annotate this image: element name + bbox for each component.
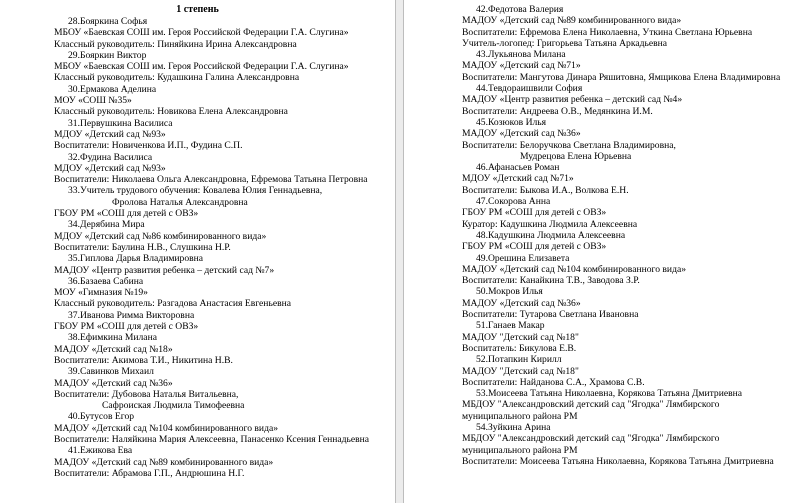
entry-organization-line: МОУ «Гимназия №19»	[54, 287, 148, 299]
entry-organization-line: МБДОУ "Александровский детский сад "Ягодка" Лямбирского	[462, 433, 720, 445]
entry-staff-line: Классный руководитель: Новикова Елена Александровна	[54, 106, 288, 118]
entry-staff-line: Воспитатели: Тутарова Светлана Ивановна	[462, 309, 639, 321]
entry-organization-line: ГБОУ РМ «СОШ для детей с ОВЗ»	[54, 208, 199, 220]
entry-name-line: 39.Савинков Михаил	[68, 366, 154, 378]
entry-staff-line: Воспитатели: Мангутова Динара Ряшитовна, Ямщикова Елена Владимировна	[462, 71, 781, 83]
document-page-left	[0, 0, 395, 503]
entry-organization-line: МАДОУ «Детский сад №36»	[462, 128, 581, 140]
entry-organization-line: ГБОУ РМ «СОШ для детей с ОВЗ»	[462, 241, 607, 253]
entry-staff-line: Воспитатели: Николаева Ольга Александровна, Ефремова Татьяна Петровна	[54, 174, 368, 186]
entry-name-line: 45.Козюков Илья	[476, 116, 547, 128]
entry-name-line: 35.Гиплова Дарья Владимировна	[68, 253, 204, 265]
entry-name-line: 48.Кадушкина Людмила Алексеевна	[476, 229, 626, 241]
entry-staff-line: Воспитатели: Андреева О.В., Медянкина И.М.	[462, 105, 653, 117]
entry-staff-line: Воспитатели: Баулина Н.В., Слушкина Н.Р.	[54, 241, 231, 253]
entry-name-line: 46.Афанасьев Роман	[476, 162, 560, 174]
entry-organization-line: МАДОУ «Детский сад №18»	[54, 343, 173, 355]
entry-name-line: 29.Бояркин Виктор	[68, 49, 147, 61]
entry-organization-line: МАДОУ «Детский сад №104 комбинированного вида»	[462, 263, 687, 275]
entry-organization-line: МАДОУ «Детский сад №36»	[462, 297, 581, 309]
entry-organization-line: МАДОУ "Детский сад №18"	[462, 331, 579, 343]
entry-staff-line: Воспитатели: Быкова И.А., Волкова Е.Н.	[462, 184, 629, 196]
entry-organization-line: МДОУ «Детский сад №86 комбинированного вида»	[54, 230, 267, 242]
entry-organization-line: МАДОУ «Центр развития ребенка – детский сад №4»	[462, 94, 683, 106]
entry-staff-line: Воспитатели: Белоручкова Светлана Владимировна,	[462, 139, 676, 151]
entry-staff-line: Классный руководитель: Разгадова Анастасия Евгеньевна	[54, 298, 291, 310]
entry-staff-line: Воспитатели: Абрамова Г.П., Андрюшина Н.Г.	[54, 467, 245, 479]
entry-staff-line: Воспитатели: Канайкина Т.В., Заводова З.Р.	[462, 275, 640, 287]
entry-staff-line: Классный руководитель: Пиняйкина Ирина Александровна	[54, 38, 297, 50]
document-page-right	[404, 0, 800, 503]
entry-name-line: 32.Фудина Василиса	[68, 151, 153, 163]
entry-organization-line: муниципального района РМ	[462, 410, 578, 422]
entry-name-line: 53.Моисеева Татьяна Николаевна, Корякова Татьяна Дмитриевна	[476, 388, 743, 400]
entry-staff-line: Воспитатели: Наляйкина Мария Алексеевна, Панасенко Ксения Геннадьевна	[54, 433, 370, 445]
entry-organization-line: МОУ «СОШ №35»	[54, 95, 132, 107]
entry-name-line: 30.Ермакова Аделина	[68, 83, 157, 95]
entry-name-line: 44.Тевдораишвили София	[476, 83, 583, 95]
entry-name-line: 54.Зуйкина Арина	[476, 421, 551, 433]
entry-organization-line: МДОУ «Детский сад №93»	[54, 162, 166, 174]
entry-name-line: 34.Дерябина Мира	[68, 219, 145, 231]
entry-name-line: 43.Лукьянова Милана	[476, 49, 566, 61]
entry-organization-line: ГБОУ РМ «СОШ для детей с ОВЗ»	[462, 207, 607, 219]
entry-staff-line: Куратор: Кадушкина Людмила Алексеевна	[462, 218, 638, 230]
entry-organization-line: МДОУ «Детский сад №93»	[54, 128, 166, 140]
entry-organization-line: МБОУ «Баевская СОШ им. Героя Российской Федерации Г.А. Слугина»	[54, 27, 349, 39]
entry-name-line: 36.Базаева Сабина	[68, 275, 144, 287]
left-entry-list	[54, 16, 393, 479]
entry-name-line: 51.Ганаев Макар	[476, 320, 545, 332]
entry-organization-line: муниципального района РМ	[462, 444, 578, 456]
entry-staff-line: Воспитатели: Акимова Т.И., Никитина Н.В.	[54, 354, 233, 366]
entry-organization-line: МАДОУ «Детский сад №89 комбинированного вида»	[54, 456, 274, 468]
entry-organization-line: МБДОУ "Александровский детский сад "Ягодка" Лямбирского	[462, 399, 720, 411]
entry-staff-continuation-line: Фролова Наталья Александровна	[112, 196, 248, 208]
right-entry-list	[462, 4, 798, 467]
entry-staff-continuation-line: Мудрецова Елена Юрьевна	[520, 150, 632, 162]
entry-organization-line: МАДОУ «Детский сад №36»	[54, 377, 173, 389]
entry-organization-line: МАДОУ «Детский сад №71»	[462, 60, 581, 72]
entry-staff-line: Воспитатели: Новиченкова И.П., Фудина С.П.	[54, 140, 243, 152]
entry-organization-line: ГБОУ РМ «СОШ для детей с ОВЗ»	[54, 321, 199, 333]
entry-name-line: 50.Мокров Илья	[476, 286, 543, 298]
entry-name-line: 41.Ежикова Ева	[68, 445, 133, 457]
entry-staff-line: Классный руководитель: Кудашкина Галина Александровна	[54, 72, 300, 84]
entry-staff-line: Воспитатели: Ефремова Елена Николаевна, Уткина Светлана Юрьевна	[462, 26, 753, 38]
entry-staff-line: Воспитатели: Моисеева Татьяна Николаевна, Корякова Татьяна Дмитриевна	[462, 455, 774, 467]
entry-name-line: 42.Федотова Валерия	[476, 4, 564, 15]
section-heading: 1 степень	[176, 4, 219, 15]
entry-staff-line: Воспитатели: Дубовова Наталья Витальевна,	[54, 388, 239, 400]
entry-staff-line: Учитель-логопед: Григорьева Татьяна Аркадьевна	[462, 37, 668, 49]
entry-name-line: 52.Потапкин Кирилл	[476, 354, 562, 366]
entry-staff-line: Воспитатели: Найданова С.А., Храмова С.В.	[462, 376, 645, 388]
entry-name-line: 33.Учитель трудового обучения: Ковалева Юлия Геннадьевна,	[68, 185, 323, 197]
entry-organization-line: МАДОУ «Центр развития ребенка – детский сад №7»	[54, 264, 275, 276]
entry-organization-line: МДОУ «Детский сад №71»	[462, 173, 574, 185]
entry-organization-line: МАДОУ «Детский сад №89 комбинированного вида»	[462, 15, 682, 27]
entry-name-line: 28.Бояркина Софья	[68, 16, 148, 27]
entry-organization-line: МАДОУ "Детский сад №18"	[462, 365, 579, 377]
entry-name-line: 47.Сокорова Анна	[476, 196, 551, 208]
page-separator	[395, 0, 404, 503]
entry-name-line: 40.Бутусов Егор	[68, 411, 135, 423]
entry-name-line: 37.Иванова Римма Викторовна	[68, 309, 195, 321]
entry-organization-line: МАДОУ «Детский сад №104 комбинированного вида»	[54, 422, 279, 434]
entry-name-line: 31.Первушкина Василиса	[68, 117, 173, 129]
entry-name-line: 49.Орешина Елизавета	[476, 252, 570, 264]
entry-name-line: 38.Ефимкина Милана	[68, 332, 157, 344]
entry-staff-continuation-line: Сафроиская Людмила Тимофеевна	[102, 400, 245, 412]
entry-staff-line: Воспитатель: Бикулова Е.В.	[462, 342, 577, 354]
entry-organization-line: МБОУ «Баевская СОШ им. Героя Российской Федерации Г.А. Слугина»	[54, 61, 349, 73]
